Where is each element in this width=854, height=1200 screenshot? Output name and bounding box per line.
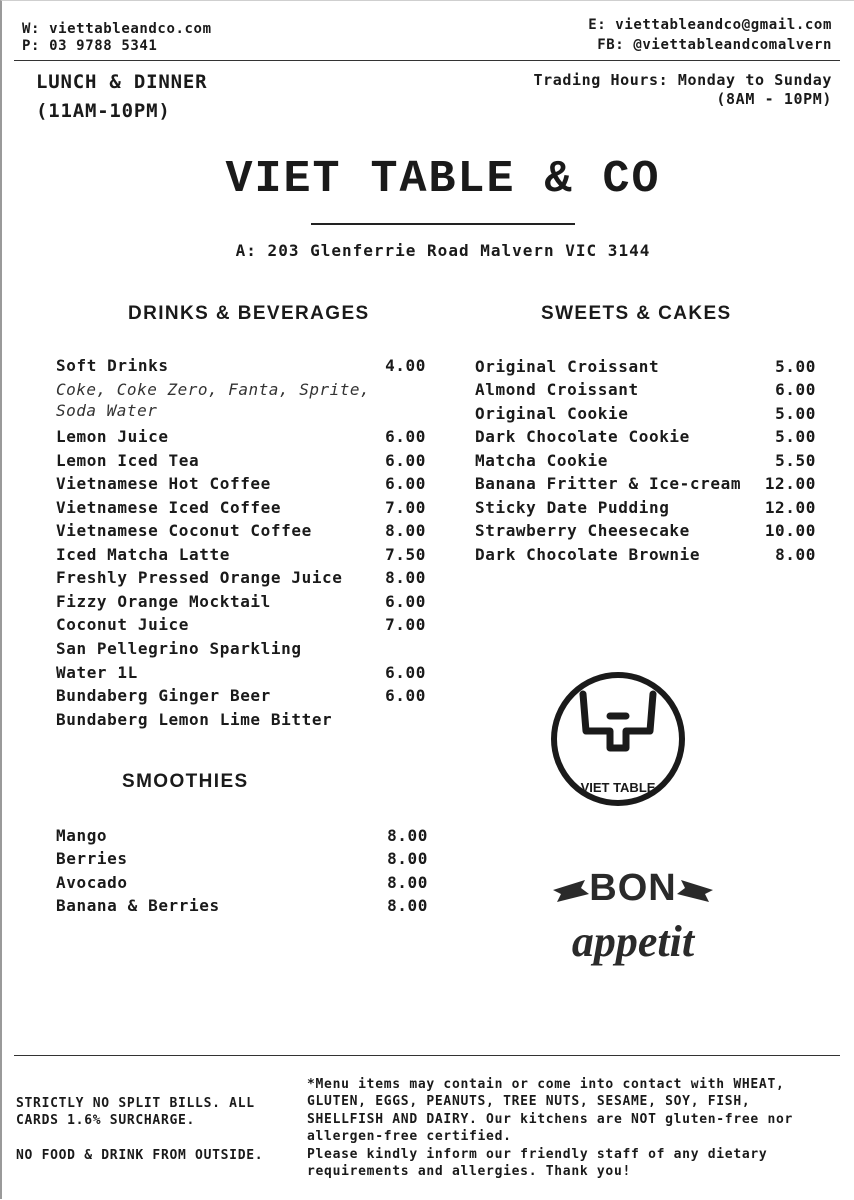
drink-price: 6.00 [385, 686, 426, 705]
smoothies-heading: SMOOTHIES [122, 771, 249, 792]
drink-name: San Pellegrino Sparkling [56, 639, 302, 658]
soft-drinks-note: Coke, Coke Zero, Fanta, Sprite, [56, 380, 371, 399]
website-text[interactable]: W: viettableandco.com [22, 21, 212, 37]
drink-name: Lemon Juice [56, 427, 169, 446]
restaurant-title: VIET TABLE & CO [225, 154, 661, 205]
allergen-notice: Please kindly inform our friendly staff of any dietary [307, 1147, 768, 1162]
policy-text: CARDS 1.6% SURCHARGE. [16, 1113, 196, 1128]
smoothie-name: Avocado [56, 873, 128, 892]
footer-divider [14, 1055, 840, 1056]
sweet-price: 6.00 [775, 380, 816, 399]
bon-text: BON [589, 867, 677, 909]
allergen-notice: requirements and allergies. Thank you! [307, 1164, 632, 1179]
drinks-heading: DRINKS & BEVERAGES [128, 303, 370, 324]
sweet-name: Almond Croissant [475, 380, 639, 399]
sweet-name: Dark Chocolate Brownie [475, 545, 701, 564]
logo-text: VIET TABLE [580, 780, 656, 795]
drink-price: 4.00 [385, 356, 426, 375]
address-text: A: 203 Glenferrie Road Malvern VIC 3144 [235, 241, 651, 260]
drink-price: 6.00 [385, 427, 426, 446]
drink-name: Vietnamese Hot Coffee [56, 474, 271, 493]
smoothie-price: 8.00 [387, 849, 428, 868]
sweet-name: Matcha Cookie [475, 451, 609, 470]
drink-name: Vietnamese Iced Coffee [56, 498, 282, 517]
phone-text[interactable]: P: 03 9788 5341 [22, 38, 158, 54]
sweet-name: Original Cookie [475, 404, 629, 423]
sweet-name: Strawberry Cheesecake [475, 521, 690, 540]
drink-name: Water 1L [56, 663, 138, 682]
sweet-name: Sticky Date Pudding [475, 498, 670, 517]
drink-price: 6.00 [385, 663, 426, 682]
smoothie-price: 8.00 [387, 873, 428, 892]
allergen-notice: *Menu items may contain or come into contact with WHEAT, [307, 1077, 785, 1092]
smoothie-name: Banana & Berries [56, 896, 220, 915]
sweet-price: 5.50 [775, 451, 816, 470]
sweet-name: Banana Fritter & Ice-cream [475, 474, 742, 493]
sweet-price: 5.00 [775, 404, 816, 423]
drink-name: Freshly Pressed Orange Juice [56, 568, 343, 587]
smoothie-price: 8.00 [387, 896, 428, 915]
drink-price: 8.00 [385, 521, 426, 540]
sweet-price: 8.00 [775, 545, 816, 564]
allergen-notice: SHELLFISH AND DAIRY. Our kitchens are NOT gluten-free nor [307, 1112, 794, 1127]
drink-price: 7.00 [385, 498, 426, 517]
drink-price: 6.00 [385, 592, 426, 611]
appetit-text: appetit [571, 917, 695, 966]
drink-name: Soft Drinks [56, 356, 169, 375]
drink-name: Iced Matcha Latte [56, 545, 230, 564]
sweet-price: 5.00 [775, 357, 816, 376]
drink-name: Vietnamese Coconut Coffee [56, 521, 312, 540]
drink-name: Bundaberg Ginger Beer [56, 686, 271, 705]
drink-price: 8.00 [385, 568, 426, 587]
header-divider [14, 60, 840, 61]
drink-name: Coconut Juice [56, 615, 190, 634]
smoothie-name: Mango [56, 826, 108, 845]
bon-appetit-lettering [545, 850, 721, 970]
sweet-name: Dark Chocolate Cookie [475, 427, 690, 446]
smoothie-name: Berries [56, 849, 128, 868]
sweets-heading: SWEETS & CAKES [541, 303, 732, 324]
sweet-price: 5.00 [775, 427, 816, 446]
drink-price: 6.00 [385, 474, 426, 493]
trading-hours-time: (8AM - 10PM) [716, 90, 832, 108]
allergen-notice: allergen-free certified. [307, 1129, 512, 1144]
facebook-text[interactable]: FB: @viettableandcomalvern [597, 37, 832, 53]
policy-text: STRICTLY NO SPLIT BILLS. ALL [16, 1096, 255, 1111]
soft-drinks-note: Soda Water [56, 401, 158, 420]
viet-table-logo-icon [550, 658, 686, 820]
title-underline [311, 223, 575, 225]
drink-price: 7.00 [385, 615, 426, 634]
drink-name: Fizzy Orange Mocktail [56, 592, 271, 611]
smoothie-price: 8.00 [387, 826, 428, 845]
service-hours-label: LUNCH & DINNER [36, 71, 208, 93]
allergen-notice: GLUTEN, EGGS, PEANUTS, TREE NUTS, SESAME, SOY, FISH, [307, 1094, 751, 1109]
sweet-price: 12.00 [764, 498, 816, 517]
trading-hours-label: Trading Hours: Monday to Sunday [533, 71, 832, 89]
sweet-price: 10.00 [764, 521, 816, 540]
sweet-price: 12.00 [764, 474, 816, 493]
service-hours-time: (11AM-10PM) [36, 100, 171, 122]
sweet-name: Original Croissant [475, 357, 660, 376]
drink-name: Bundaberg Lemon Lime Bitter [56, 710, 333, 729]
policy-text: NO FOOD & DRINK FROM OUTSIDE. [16, 1148, 264, 1163]
drink-price: 7.50 [385, 545, 426, 564]
drink-name: Lemon Iced Tea [56, 451, 200, 470]
drink-price: 6.00 [385, 451, 426, 470]
email-text[interactable]: E: viettableandco@gmail.com [588, 17, 832, 33]
